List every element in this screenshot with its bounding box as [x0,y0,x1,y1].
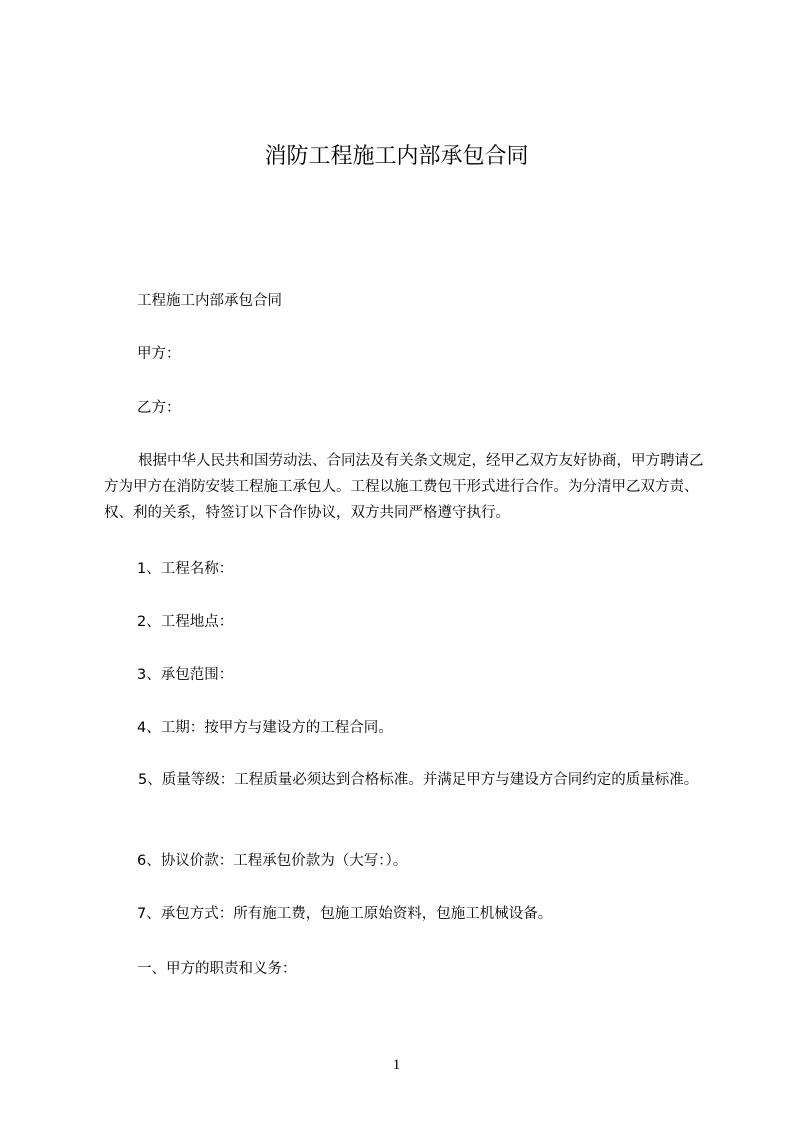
page-number: 1 [392,1057,401,1073]
party-b-label: 乙方： [137,400,181,416]
clause-contract-method: 7、承包方式：所有施工费，包施工原始资料，包施工机械设备。 [137,906,553,922]
document-title: 消防工程施工内部承包合同 [264,144,529,169]
clause-scope: 3、承包范围： [137,667,234,683]
contract-subtitle: 工程施工内部承包合同 [137,293,282,309]
clause-project-name: 1、工程名称： [137,561,234,577]
clause-quality: 5、质量等级：工程质量必须达到合格标准。并满足甲方与建设方合同约定的质量标准。 [138,772,699,788]
section-heading-party-a-duties: 一、甲方的职责和义务： [137,961,297,977]
intro-paragraph: 根据中华人民共和国劳动法、合同法及有关条文规定，经甲乙双方友好协商，甲方聘请乙方为甲方在消防安装工程施工承包人。工程以施工费包干形式进行合作。为分清甲乙双方责、权、利的关系，特签订以下合作协议，双方共同严格遵守执行。 [104,453,704,521]
party-a-label: 甲方： [137,346,181,362]
clause-duration: 4、工期：按甲方与建设方的工程合同。 [137,720,393,736]
clause-project-location: 2、工程地点： [137,614,234,630]
clause-price: 6、协议价款：工程承包价款为（大写：）。 [137,853,408,869]
